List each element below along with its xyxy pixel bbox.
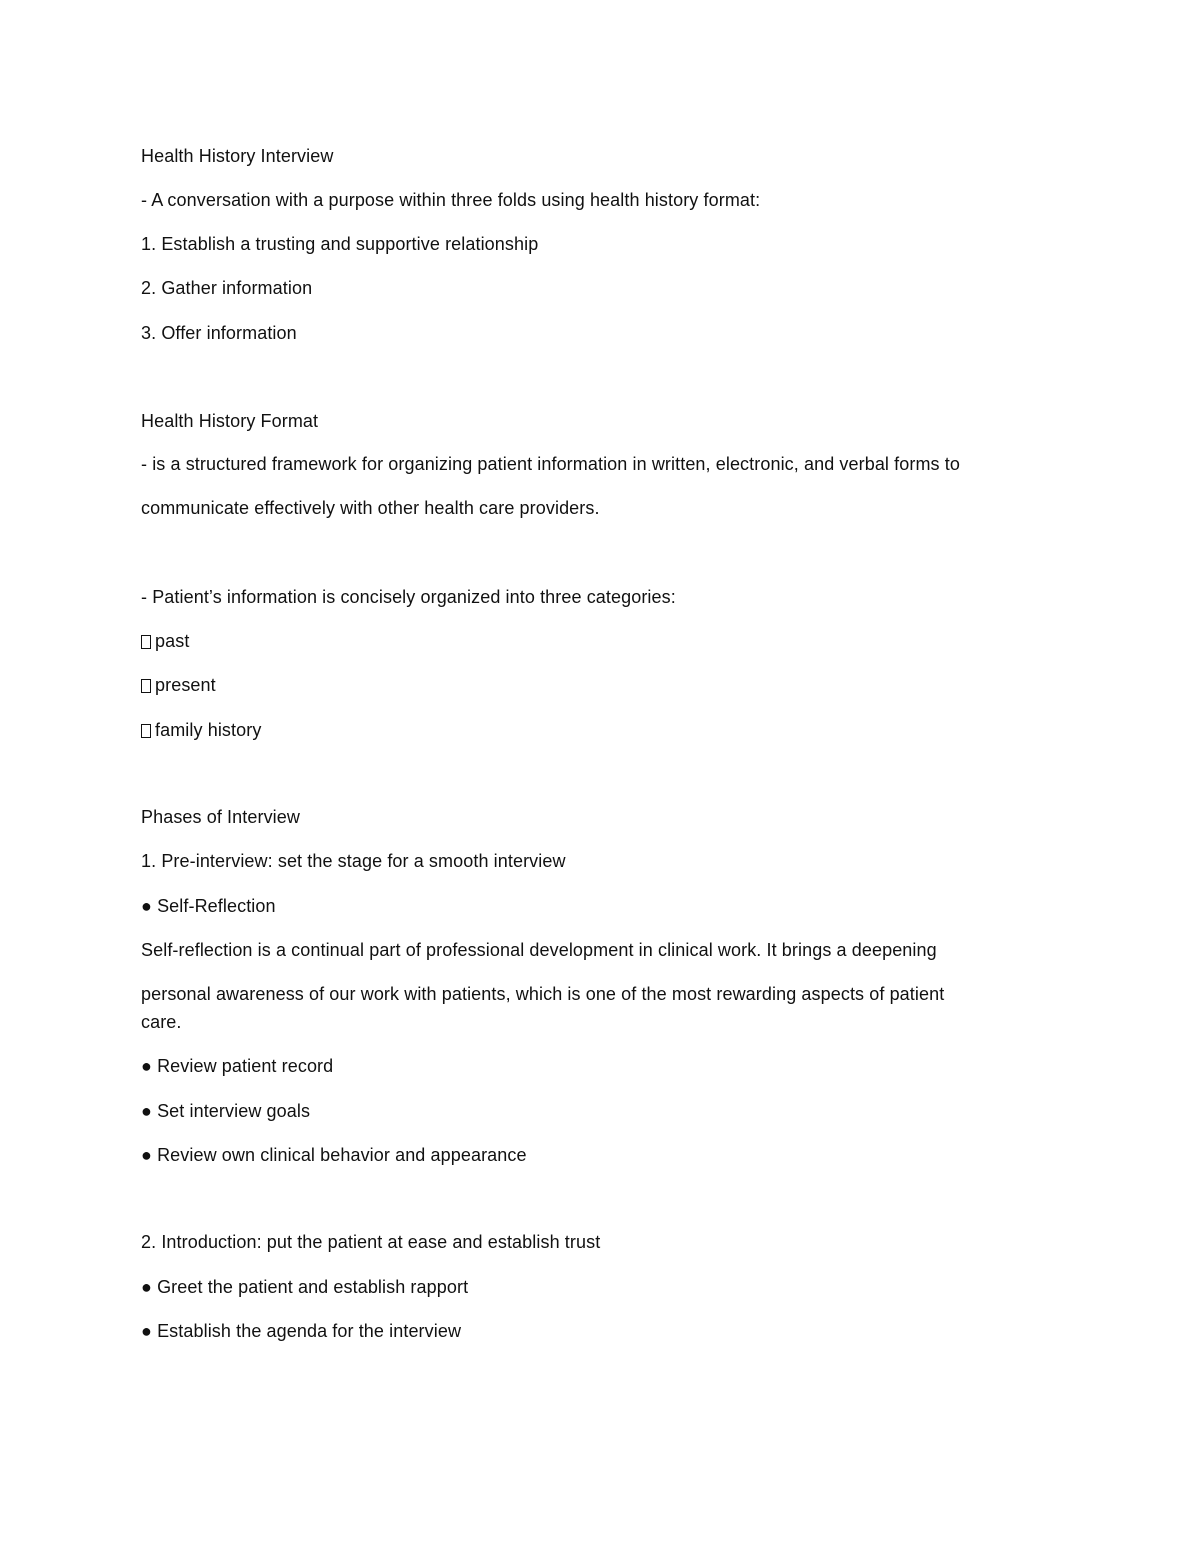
category-item — [141, 630, 189, 652]
bullet-item: ● Self-Reflection — [141, 896, 276, 916]
bullet-item: ● Set interview goals — [141, 1101, 311, 1121]
format-definition-line: communicate effectively with other health care providers. — [141, 498, 600, 518]
paragraph-line: care. — [141, 1012, 182, 1032]
bullet-item: ● Review own clinical behavior and appearance — [141, 1145, 527, 1165]
paragraph-line: Self-reflection is a continual part of professional development in clinical work. It brings a deepening — [141, 940, 937, 960]
category-label: family history — [155, 720, 262, 740]
list-item: 3. Offer information — [141, 323, 297, 343]
paragraph-line: personal awareness of our work with patients, which is one of the most rewarding aspects of patient — [141, 984, 945, 1004]
phase-title: 1. Pre-interview: set the stage for a smooth interview — [141, 851, 566, 871]
category-label: past — [155, 631, 190, 651]
categories-intro: - Patient’s information is concisely organized into three categories: — [141, 587, 676, 607]
missing-glyph-icon — [141, 724, 151, 738]
missing-glyph-icon — [141, 635, 151, 649]
section-heading-health-history-format: Health History Format — [141, 411, 319, 431]
bullet-item: ● Establish the agenda for the interview — [141, 1321, 462, 1341]
list-item: 1. Establish a trusting and supportive relationship — [141, 234, 539, 254]
section-heading-health-history-interview: Health History Interview — [141, 146, 334, 166]
format-definition-line: - is a structured framework for organizing patient information in written, electronic, and verbal forms to — [141, 454, 960, 474]
missing-glyph-icon — [141, 679, 151, 693]
category-label: present — [155, 675, 216, 695]
bullet-item: ● Review patient record — [141, 1056, 334, 1076]
category-item — [141, 674, 216, 696]
list-item: 2. Gather information — [141, 278, 313, 298]
section-heading-phases-of-interview: Phases of Interview — [141, 807, 300, 827]
bullet-item: ● Greet the patient and establish rapport — [141, 1277, 469, 1297]
category-item — [141, 719, 261, 741]
interview-definition: - A conversation with a purpose within three folds using health history format: — [141, 190, 761, 210]
phase-title: 2. Introduction: put the patient at ease and establish trust — [141, 1232, 601, 1252]
